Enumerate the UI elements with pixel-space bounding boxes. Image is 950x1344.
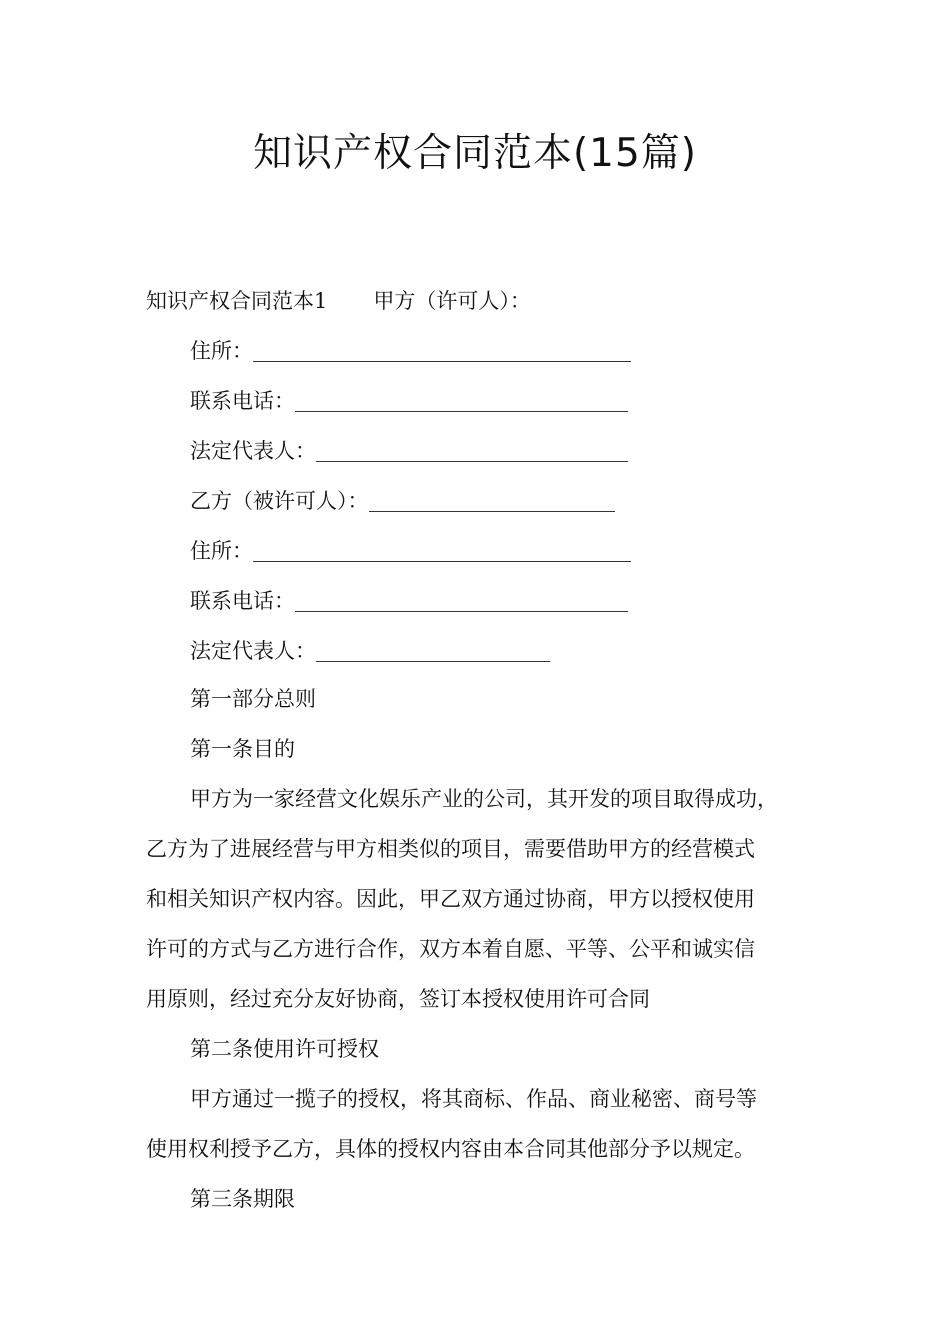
field-rep-a [190, 436, 628, 466]
field-phone-a [190, 386, 628, 416]
paragraph-line: 甲方为一家经营文化娱乐产业的公司，其开发的项目取得成功， [190, 787, 778, 811]
heading-line [146, 286, 531, 316]
field-label: 联系电话： [190, 389, 295, 413]
party-a-label: 甲方（许可人）： [373, 289, 531, 313]
field-label: 法定代表人： [190, 639, 316, 663]
field-label: 联系电话： [190, 589, 295, 613]
field-phone-b [190, 586, 628, 616]
fill-in-blank [295, 387, 628, 412]
field-label: 乙方（被许可人）： [190, 489, 369, 513]
field-label: 住所： [190, 539, 253, 563]
fill-in-blank [316, 637, 550, 662]
fill-in-blank [253, 537, 631, 562]
fill-in-blank [253, 337, 631, 362]
fill-in-blank [295, 587, 628, 612]
article-heading: 第二条使用许可授权 [190, 1037, 379, 1061]
fill-in-blank [316, 437, 628, 462]
field-party-b [190, 486, 615, 516]
document-title: 知识产权合同范本(15篇) [252, 131, 698, 176]
paragraph-line: 许可的方式与乙方进行合作，双方本着自愿、平等、公平和诚实信 [146, 937, 755, 961]
paragraph-line: 和相关知识产权内容。因此，甲乙双方通过协商，甲方以授权使用 [146, 887, 755, 911]
section-heading: 知识产权合同范本1 [146, 289, 328, 313]
paragraph-line: 乙方为了进展经营与甲方相类似的项目，需要借助甲方的经营模式 [146, 837, 755, 861]
paragraph-line: 用原则，经过充分友好协商，签订本授权使用许可合同 [146, 987, 650, 1011]
article-heading: 第一条目的 [190, 737, 295, 761]
field-rep-b [190, 636, 550, 666]
paragraph-line: 甲方通过一揽子的授权，将其商标、作品、商业秘密、商号等 [190, 1087, 757, 1111]
field-address-a [190, 336, 631, 366]
part-heading: 第一部分总则 [190, 687, 316, 711]
field-label: 法定代表人： [190, 439, 316, 463]
field-label: 住所： [190, 339, 253, 363]
paragraph-line: 使用权利授予乙方，具体的授权内容由本合同其他部分予以规定。 [146, 1137, 755, 1161]
field-address-b [190, 536, 631, 566]
article-heading: 第三条期限 [190, 1187, 295, 1211]
fill-in-blank [369, 487, 615, 512]
